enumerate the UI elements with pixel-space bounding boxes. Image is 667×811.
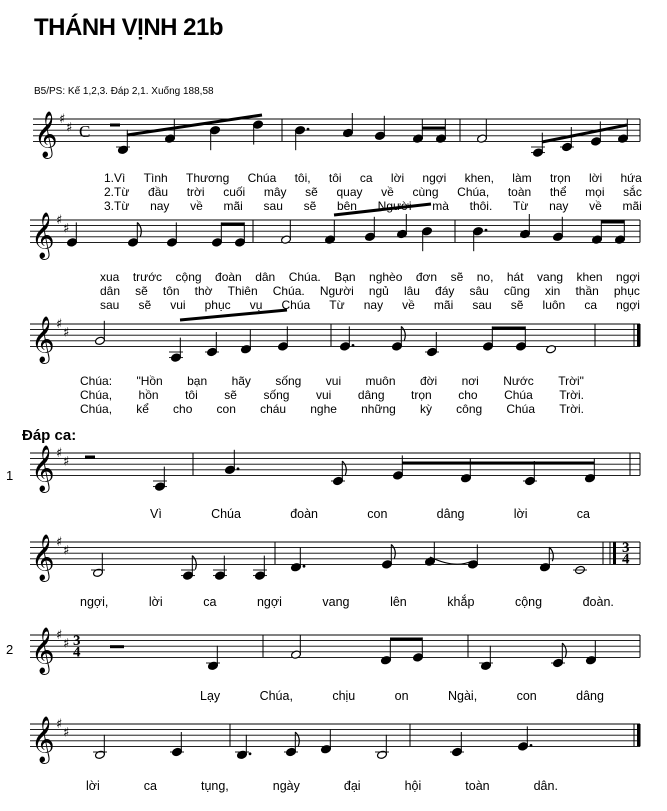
sharp-sign: ♯	[56, 213, 63, 228]
lyric-word: cũng	[503, 284, 530, 298]
lyric-word: đời	[419, 374, 438, 388]
lyric-word: xua	[100, 270, 120, 284]
lyric-word: vụ	[249, 298, 263, 312]
sharp-sign: ♯	[63, 454, 70, 470]
lyric-word: sau	[263, 199, 283, 213]
lyric-word: nay	[549, 199, 569, 213]
time-signature: C	[79, 121, 91, 141]
lyric-word: về	[381, 185, 394, 199]
lyric-word: vang	[537, 270, 564, 284]
refrain-2-line-1	[200, 689, 604, 703]
lyric-word: mà	[432, 199, 449, 213]
lyric-word: Tình	[143, 171, 168, 185]
lyric-word: Từ	[329, 298, 345, 312]
dot	[307, 128, 310, 131]
lyric-word: sẽ	[303, 199, 317, 213]
lyric-word: về	[402, 298, 415, 312]
lyric-word: xin	[545, 284, 561, 298]
lyric-word: Chúa	[211, 507, 241, 521]
lyric-word: luôn	[542, 298, 566, 312]
lyric-word: Chúa	[247, 171, 277, 185]
lyric-word: nghèo	[369, 270, 403, 284]
lyric-word: Từ	[513, 199, 529, 213]
lyric-word: sâu	[469, 284, 489, 298]
lyric-word: lời	[588, 171, 603, 185]
lyric-word: sẽ	[510, 298, 524, 312]
lyric-word: dâng	[576, 689, 604, 703]
lyric-word: trọn	[411, 388, 432, 402]
lyric-word: lời	[148, 595, 163, 609]
lyric-word: nay	[363, 298, 384, 312]
lyric-word: vui	[315, 388, 332, 402]
dot	[303, 565, 306, 568]
lyric-word: đơn	[415, 270, 438, 284]
verse-3-line-1	[104, 199, 642, 213]
lyric-word: Chúa,	[457, 185, 490, 199]
lyric-word: bên	[336, 199, 357, 213]
lyric-word: lời	[86, 779, 100, 793]
lyric-word: những	[361, 402, 396, 416]
lyric-word: Trời"	[558, 374, 584, 388]
sharp-sign: ♯	[56, 628, 63, 643]
lyric-word: cộng	[514, 595, 543, 609]
lyric-word: Thiên	[227, 284, 258, 298]
lyric-word: khen	[576, 270, 603, 284]
verse-2-line-1	[104, 185, 642, 199]
time-signature-top: 3	[73, 633, 81, 650]
double-barline	[613, 542, 616, 564]
lyric-word: quay	[336, 185, 363, 199]
lyric-word: mây	[263, 185, 287, 199]
lyric-word: sống	[275, 374, 302, 388]
refrain-2-line-2	[86, 779, 558, 793]
lyric-word: đáy	[435, 284, 455, 298]
lyric-word: Thương	[186, 171, 230, 185]
sharp-sign: ♯	[56, 535, 63, 550]
lyric-word: toàn	[507, 185, 532, 199]
lyric-word: Trời.	[559, 402, 584, 416]
lyric-word: ngợi	[422, 171, 447, 185]
lyric-word: dân.	[533, 779, 558, 793]
lyric-word: thờ	[194, 284, 213, 298]
lyric-word: tụng,	[200, 779, 229, 793]
sharp-sign: ♯	[63, 636, 70, 652]
lyric-word: trời	[186, 185, 205, 199]
refrain-heading: Đáp ca:	[22, 427, 77, 444]
verse-2-line-2	[100, 284, 640, 298]
lyric-word: Ngài,	[447, 689, 478, 703]
dot	[352, 344, 355, 347]
lyric-word: Người	[319, 284, 354, 298]
sharp-sign: ♯	[56, 717, 63, 732]
verse-2-line-3	[80, 388, 584, 402]
lyric-word: phục	[613, 284, 640, 298]
sharp-sign: ♯	[63, 725, 70, 741]
lyric-word: muôn	[365, 374, 396, 388]
lyric-word: on	[394, 689, 409, 703]
lyric-word: đại	[343, 779, 361, 793]
final-barline	[637, 724, 641, 746]
lyric-word: dâng	[436, 507, 465, 521]
lyric-word: dân	[100, 284, 121, 298]
lyric-word: thể	[549, 185, 567, 199]
lyric-word: thần	[575, 284, 599, 298]
verse-3-line-3	[80, 402, 584, 416]
lyric-word: ngợi	[616, 270, 640, 284]
treble-clef: 𝄞	[31, 716, 55, 763]
performance-info: B5/PS: Kế 1,2,3. Đáp 2,1. Xuống 188,58	[34, 86, 214, 97]
sharp-sign: ♯	[59, 112, 66, 127]
lyric-word: cộng	[175, 270, 202, 284]
lyric-word: hứa	[620, 171, 642, 185]
lyric-word: ngợi	[256, 595, 282, 609]
time-signature-bottom: 4	[73, 644, 81, 661]
lyric-word: đoàn	[290, 507, 319, 521]
lyric-word: lên	[390, 595, 407, 609]
beam	[542, 125, 627, 142]
treble-clef: 𝄞	[31, 534, 55, 581]
lyric-word: lời	[513, 507, 528, 521]
lyric-word: lời	[390, 171, 405, 185]
lyric-word: nay	[150, 199, 170, 213]
lyric-word: vui	[325, 374, 342, 388]
lyric-word: trước	[132, 270, 163, 284]
dot	[530, 744, 533, 747]
lyric-word: sống	[263, 388, 290, 402]
note-flag	[391, 544, 395, 558]
lyric-word: bạn	[187, 374, 208, 388]
lyric-word: sau	[472, 298, 492, 312]
lyric-word: phục	[204, 298, 231, 312]
sharp-sign: ♯	[63, 325, 70, 341]
dot	[249, 752, 252, 755]
lyric-word: tôi,	[294, 171, 311, 185]
lyric-word: toàn	[465, 779, 490, 793]
lyric-word: Vì	[150, 507, 162, 521]
lyric-word: sau	[100, 298, 120, 312]
lyric-word: công	[456, 402, 483, 416]
lyric-word: hội	[404, 779, 422, 793]
lyric-word: chịu	[332, 689, 356, 703]
dot	[237, 467, 240, 470]
note-flag	[192, 556, 196, 570]
treble-clef: 𝄞	[31, 316, 55, 363]
lyric-word: con	[216, 402, 236, 416]
lyric-word: cho	[173, 402, 193, 416]
lyric-word: kỳ	[420, 402, 432, 416]
lyric-word: Người	[377, 199, 412, 213]
lyric-word: Chúa,	[80, 402, 113, 416]
sharp-sign: ♯	[66, 120, 73, 136]
verse-1-line-1	[104, 171, 642, 185]
treble-clef: 𝄞	[31, 445, 55, 492]
lyric-word: tôn	[162, 284, 180, 298]
lyric-word: sẽ	[224, 388, 237, 402]
lyric-word: con	[367, 507, 388, 521]
treble-clef: 𝄞	[31, 627, 55, 674]
half-rest	[110, 645, 124, 648]
lyric-word: dân	[255, 270, 276, 284]
lyric-word: về	[589, 199, 602, 213]
lyric-word: thôi.	[469, 199, 493, 213]
note-flag	[562, 643, 566, 657]
lyric-word: ngủ	[368, 284, 389, 298]
lyric-word: mọi	[585, 185, 605, 199]
lyric-word: lâu	[403, 284, 420, 298]
lyric-word: Bạn	[334, 270, 356, 284]
note-flag	[342, 461, 346, 475]
lyric-word: trọn	[549, 171, 571, 185]
lyric-word: Chúa.	[272, 284, 305, 298]
lyric-word: cháu	[260, 402, 287, 416]
time-signature-top: 3	[622, 540, 630, 557]
section-number-2: 2	[6, 642, 14, 657]
lyric-word: Chúa,	[80, 388, 113, 402]
lyric-word: hát	[506, 270, 524, 284]
sharp-sign: ♯	[63, 221, 70, 237]
page-title: THÁNH VỊNH 21b	[34, 14, 224, 41]
lyric-word: mãi	[433, 298, 454, 312]
lyric-word: khen,	[464, 171, 494, 185]
tie	[430, 557, 472, 564]
lyric-word: vang	[322, 595, 350, 609]
lyric-word: cho	[458, 388, 478, 402]
lyric-word: ngày	[272, 779, 300, 793]
lyric-word: Trời.	[559, 388, 584, 402]
lyric-word: ngợi	[616, 298, 640, 312]
lyric-word: làm	[512, 171, 532, 185]
lyric-word: Chúa	[504, 388, 533, 402]
dot	[485, 229, 488, 232]
lyric-word: về	[190, 199, 203, 213]
lyric-word: đầu	[148, 185, 169, 199]
refrain-1-line-1	[150, 507, 590, 521]
lyric-word: Chúa:	[80, 374, 113, 388]
lyric-word: 1.Vì	[104, 171, 126, 185]
lyric-word: nghe	[310, 402, 337, 416]
time-signature-bottom: 4	[622, 551, 630, 568]
lyric-word: sắc	[623, 185, 642, 199]
lyric-word: hãy	[231, 374, 251, 388]
lyric-word: Nước	[503, 374, 534, 388]
lyric-word: 3.Từ	[104, 199, 130, 213]
lyric-word: sẽ	[305, 185, 318, 199]
lyric-word: ca	[584, 298, 597, 312]
lyric-word: ca	[359, 171, 373, 185]
note-head	[546, 345, 557, 354]
lyric-word: con	[516, 689, 537, 703]
lyric-word: Chúa	[506, 402, 536, 416]
lyric-word: 2.Từ	[104, 185, 130, 199]
lyric-word: ca	[143, 779, 157, 793]
treble-clef: 𝄞	[31, 212, 55, 259]
lyric-word: tôi	[185, 388, 198, 402]
lyric-word: tôi	[328, 171, 342, 185]
verse-1-line-2	[100, 270, 640, 284]
lyric-word: ca	[576, 507, 590, 521]
lyric-word: dâng	[357, 388, 385, 402]
lyric-word: Chúa.	[288, 270, 321, 284]
lyric-word: ca	[203, 595, 217, 609]
lyric-word: sẽ	[450, 270, 464, 284]
lyric-word: kể	[136, 402, 149, 416]
sharp-sign: ♯	[63, 543, 70, 559]
lyric-word: cuối	[223, 185, 246, 199]
treble-clef: 𝄞	[34, 111, 58, 158]
lyric-word: no,	[476, 270, 494, 284]
lyric-word: đoàn.	[582, 595, 614, 609]
lyric-word: mãi	[622, 199, 642, 213]
verse-1-line-3	[80, 374, 584, 388]
lyric-word: Lạy	[200, 689, 221, 703]
sharp-sign: ♯	[56, 317, 63, 332]
lyric-word: sẽ	[135, 284, 148, 298]
verse-3-line-2	[100, 298, 640, 312]
refrain-1-line-2	[80, 595, 614, 609]
sharp-sign: ♯	[56, 446, 63, 461]
lyric-word: Chúa,	[259, 689, 293, 703]
lyric-word: ngợi,	[80, 595, 109, 609]
note-flag	[401, 326, 405, 340]
note-flag	[137, 222, 141, 236]
lyric-word: sẽ	[138, 298, 152, 312]
lyric-word: nơi	[461, 374, 479, 388]
note-flag	[295, 732, 299, 746]
lyric-word: vui	[170, 298, 186, 312]
lyric-word: khắp	[447, 595, 475, 609]
section-number-1: 1	[6, 468, 14, 483]
lyric-word: Chúa	[281, 298, 311, 312]
lyric-word: "Hồn	[136, 374, 163, 388]
final-barline	[637, 324, 641, 346]
lyric-word: cùng	[412, 185, 439, 199]
lyric-word: hồn	[138, 388, 159, 402]
lyric-word: mãi	[223, 199, 243, 213]
lyric-word: đoàn	[215, 270, 242, 284]
